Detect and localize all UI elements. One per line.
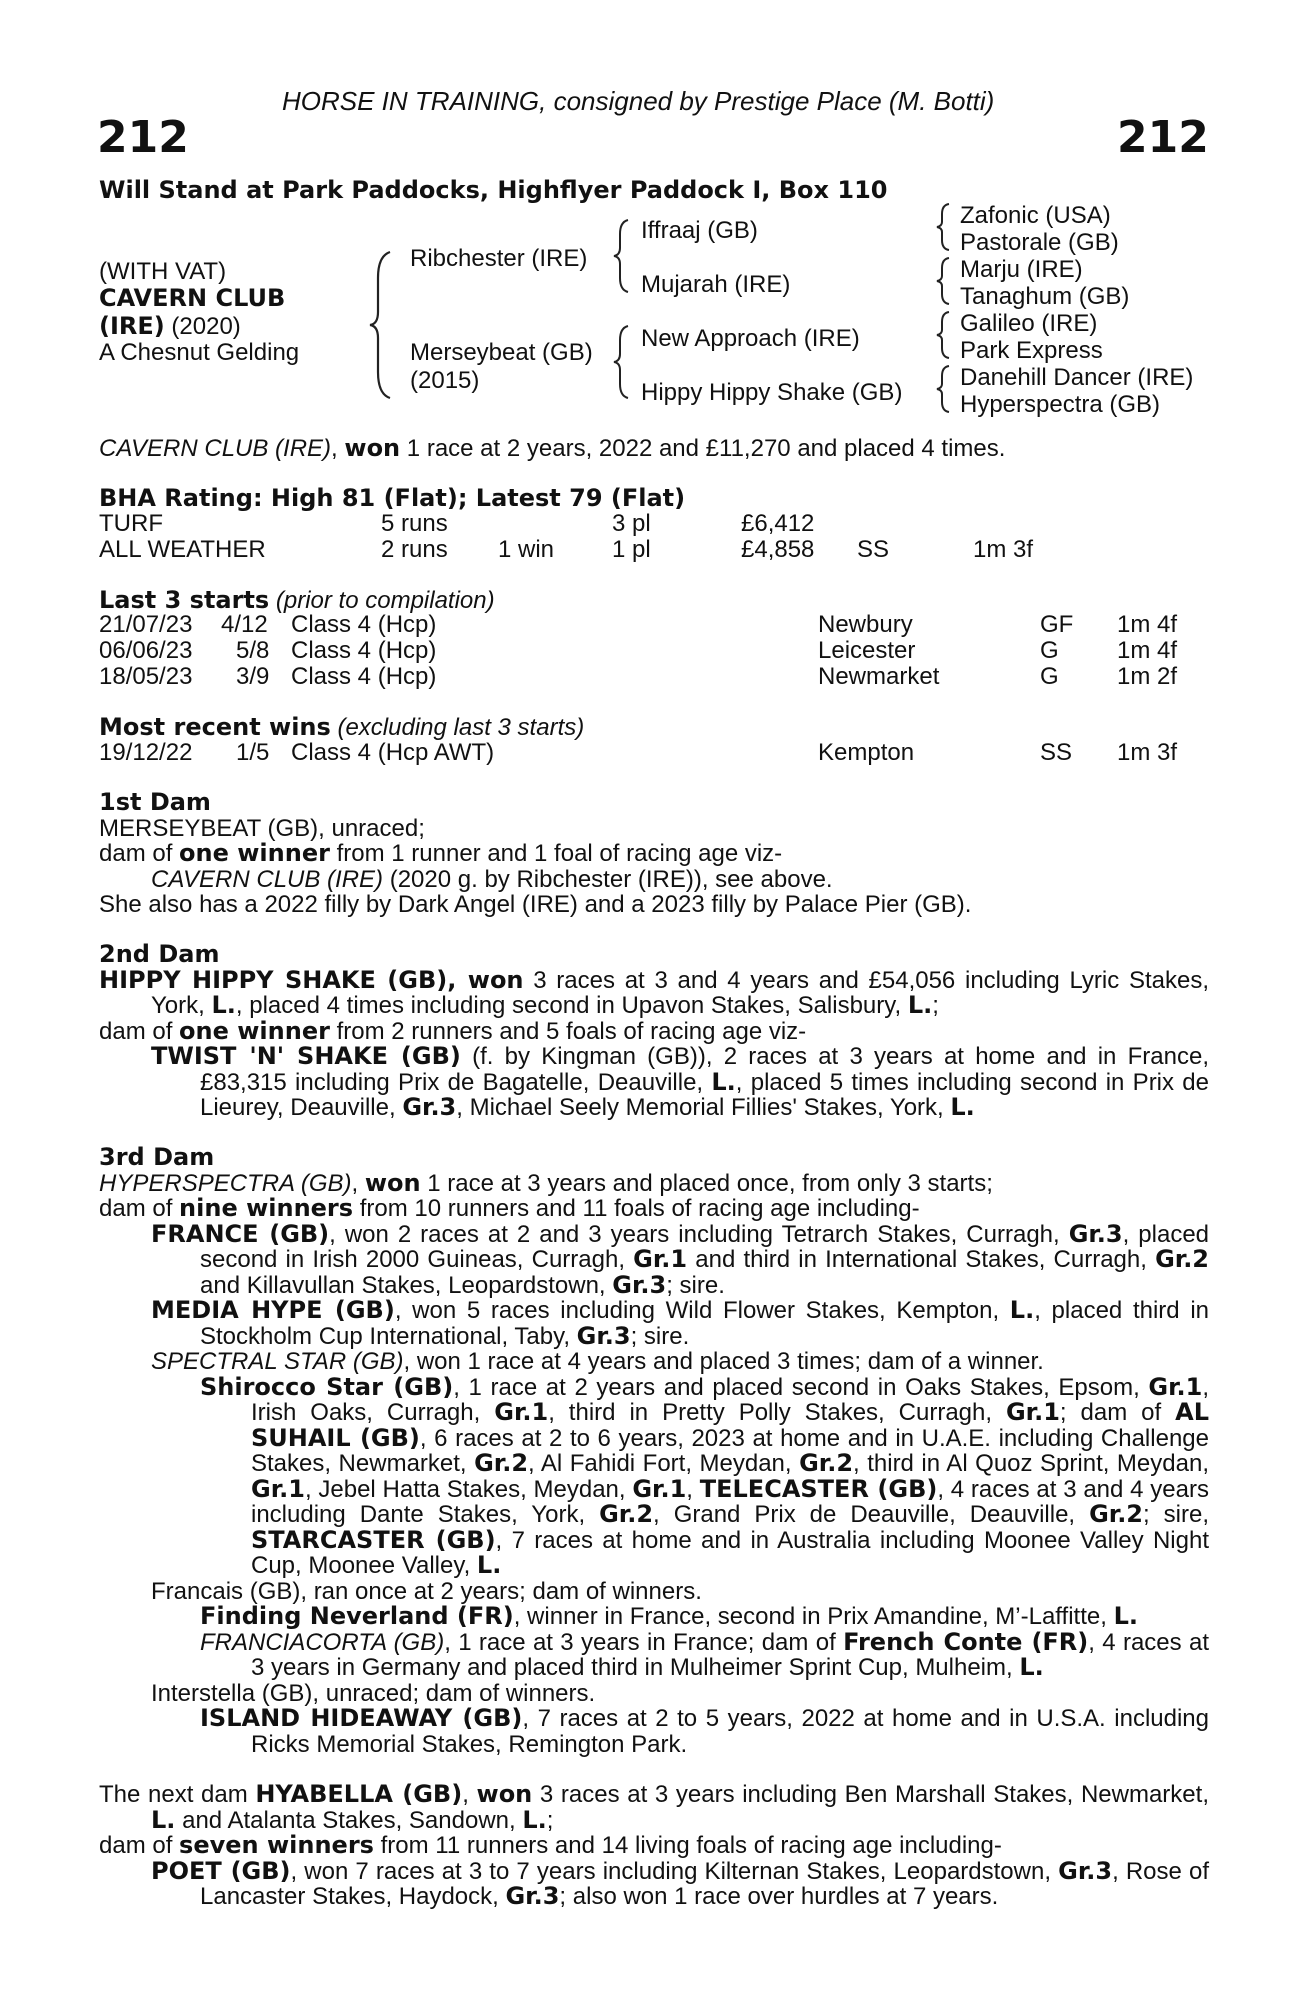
third-dam-title: 3rd Dam xyxy=(99,1143,215,1171)
next-dam-section xyxy=(99,1782,1209,1910)
second-dam-produce-line xyxy=(99,1016,1209,1045)
text: 3 races at 3 years including Ben Marshall Stakes, Newmarket, xyxy=(532,1781,1209,1808)
text: , Al Fahidi Fort, Meydan, xyxy=(528,1450,800,1477)
third-dam-produce-line xyxy=(99,1196,1209,1222)
third-dam-section xyxy=(99,1145,1209,1757)
start-going: G xyxy=(1040,663,1059,690)
start-pos: 5/8 xyxy=(236,637,270,664)
ped-ssd: Pastorale (GB) xyxy=(960,229,1119,256)
text: , third in Al Quoz Sprint, Meydan, xyxy=(853,1450,1209,1477)
text: ; xyxy=(932,992,939,1019)
start-course: Leicester xyxy=(818,637,916,664)
winner-count: one winner xyxy=(179,1016,330,1045)
won: won xyxy=(476,1780,533,1808)
sire-dam: Mujarah (IRE) xyxy=(641,271,791,298)
text: dam of xyxy=(99,1195,180,1222)
second-dam-title: 2nd Dam xyxy=(99,940,220,968)
ped-dds: Danehill Dancer (IRE) xyxy=(960,364,1194,391)
text: , xyxy=(686,1475,700,1503)
start-class: Class 4 (Hcp) xyxy=(291,611,437,638)
sire-sire: Iffraaj (GB) xyxy=(641,217,758,244)
produce-island-hideaway xyxy=(99,1706,1209,1757)
group: Gr.2 xyxy=(474,1449,529,1477)
text: , won 7 races at 3 to 7 years including Kilternan Stakes, Leopardstown, xyxy=(290,1857,1059,1885)
start-class: Class 4 (Hcp) xyxy=(291,663,437,690)
group: Gr.3 xyxy=(1058,1856,1113,1885)
text: , 7 races at 2 to 5 years, 2022 at home and in U.S.A. including Ricks Memorial Stakes, Remington Park. xyxy=(251,1705,1209,1758)
text: 1 race at 3 years and placed once, from only 3 starts; xyxy=(420,1169,993,1197)
first-dam-line4: She also has a 2022 filly by Dark Angel (IRE) and a 2023 filly by Palace Pier (GB). xyxy=(99,891,972,918)
group: Gr.1 xyxy=(1005,1398,1060,1426)
listed: L. xyxy=(711,1067,736,1096)
listed: L. xyxy=(522,1805,547,1834)
text: and Atalanta Stakes, Sandown, xyxy=(175,1806,523,1834)
ped-ddd: Hyperspectra (GB) xyxy=(960,391,1161,418)
text: , Irish Oaks, Curragh, xyxy=(251,1373,1209,1426)
text: (f. by Kingman (GB)), 2 races at 3 years at home and in France, £83,315 including Prix de Bagatelle, Deauville, xyxy=(200,1043,1209,1096)
text: and third in International Stakes, Curragh, xyxy=(687,1246,1156,1273)
last-starts-title: Last 3 starts xyxy=(99,586,270,614)
text: , won 2 races at 2 and 3 years including Tetrarch Stakes, Curragh, xyxy=(329,1220,1069,1248)
start-course: Newmarket xyxy=(818,663,940,690)
start-going: GF xyxy=(1040,611,1074,638)
third-dam-record: HYPERSPECTRA (GB), won 1 race at 3 years and placed once, from only 3 starts; xyxy=(99,1168,993,1197)
text: , placed 5 times including second in Prix de Lieurey, Deauville, xyxy=(200,1068,1209,1121)
listed: L. xyxy=(950,1093,975,1121)
start-class: Class 4 (Hcp) xyxy=(291,637,437,664)
text: ; sire, xyxy=(1143,1501,1209,1528)
first-dam-section xyxy=(99,790,1209,918)
start-pos: 4/12 xyxy=(221,611,268,638)
produce-shirocco-star xyxy=(99,1372,1210,1579)
produce-franciacorta xyxy=(99,1627,1209,1681)
text: dam of xyxy=(99,1832,180,1859)
first-dam-title: 1st Dam xyxy=(99,788,211,816)
dam-name: HYPERSPECTRA (GB) xyxy=(99,1169,352,1197)
rating-prize: £6,412 xyxy=(741,510,815,537)
produce-name: Shirocco Star (GB) xyxy=(200,1372,454,1401)
listed: L. xyxy=(1113,1602,1138,1630)
text: and Killavullan Stakes, Leopardstown, xyxy=(200,1271,613,1299)
text: from 2 runners and 5 foals of racing age viz- xyxy=(329,1017,807,1045)
group: Gr.1 xyxy=(251,1474,305,1503)
listed: L. xyxy=(1019,1653,1044,1681)
second-dam-section xyxy=(99,942,1209,1121)
text: ; sire. xyxy=(630,1322,690,1350)
produce-poet xyxy=(99,1856,1210,1910)
rating-prize: £4,858 xyxy=(741,536,815,563)
produce-name: AL SUHAIL (GB) xyxy=(251,1398,1210,1452)
text: , Michael Seely Memorial Fillies' Stakes, York, xyxy=(456,1094,951,1121)
listed: L. xyxy=(1009,1296,1035,1324)
text: (2020 g. by Ribchester (IRE)), see above. xyxy=(383,865,833,893)
horse-year: (2020) xyxy=(171,313,241,340)
lot-number-right: 212 xyxy=(1117,112,1209,163)
rating-runs: 2 runs xyxy=(381,536,448,563)
text: , 7 races at home and in Australia including Moonee Valley Night Cup, Moonee Valley, xyxy=(251,1526,1210,1579)
text: , placed third in Stockholm Cup International, Taby, xyxy=(200,1297,1210,1350)
text: ; sire. xyxy=(666,1271,725,1299)
rating-distance: 1m 3f xyxy=(973,536,1034,563)
lot-number-left: 212 xyxy=(97,112,189,163)
vat-note: (WITH VAT) xyxy=(99,258,227,285)
dam-year: (2015) xyxy=(410,367,480,394)
win-class: Class 4 (Hcp AWT) xyxy=(291,739,495,766)
recent-wins-note: (excluding last 3 starts) xyxy=(330,714,585,741)
win-distance: 1m 3f xyxy=(1117,739,1178,766)
produce-name: French Conte (FR) xyxy=(843,1627,1089,1656)
produce-name: Finding Neverland (FR) xyxy=(200,1602,514,1630)
start-pos: 3/9 xyxy=(236,663,270,690)
produce-name: FRANCIACORTA (GB) xyxy=(200,1628,445,1656)
summary-rest: 1 race at 2 years, 2022 and £11,270 and placed 4 times. xyxy=(400,435,1006,462)
listed: L. xyxy=(211,991,236,1019)
dam-name: HYABELLA (GB) xyxy=(255,1780,463,1808)
brace-3a xyxy=(935,202,953,252)
text: ; xyxy=(546,1806,554,1834)
horse-name: CAVERN CLUB xyxy=(99,284,286,312)
text: ; also won 1 race over hurdles at 7 years. xyxy=(559,1883,999,1910)
stand-location: Will Stand at Park Paddocks, Highflyer Paddock I, Box 110 xyxy=(99,176,888,204)
group: Gr.3 xyxy=(1068,1219,1123,1248)
group: Gr.3 xyxy=(576,1321,631,1350)
main-brace xyxy=(368,250,396,400)
produce-name: STARCASTER (GB) xyxy=(251,1525,496,1554)
summary-horse: CAVERN CLUB (IRE) xyxy=(99,435,332,462)
produce-name: POET (GB) xyxy=(151,1856,291,1885)
first-dam-line2 xyxy=(99,841,1209,867)
text: ; dam of xyxy=(1059,1399,1176,1426)
text: from 1 runner and 1 foal of racing age viz- xyxy=(329,840,783,867)
text: , winner in France, second in Prix Amandine, M’-Laffitte, xyxy=(513,1603,1114,1630)
dam-name: HIPPY HIPPY SHAKE (GB), won xyxy=(99,965,524,994)
rating-placed: 3 pl xyxy=(612,510,651,537)
produce-name: MEDIA HYPE (GB) xyxy=(151,1296,395,1324)
produce-media-hype xyxy=(99,1298,1209,1349)
last-starts-heading xyxy=(99,587,495,614)
rating-surface: TURF xyxy=(99,510,163,537)
ped-sds: Marju (IRE) xyxy=(960,256,1083,283)
ped-dss: Galileo (IRE) xyxy=(960,310,1098,337)
next-dam-record: The next dam HYABELLA (GB), won 3 races at 3 years including Ben Marshall Stakes, Newmarket, L. and Atalanta Stakes, Sandown, L.; xyxy=(99,1780,1209,1834)
rating-going: SS xyxy=(857,536,890,563)
ped-sss: Zafonic (USA) xyxy=(960,202,1111,229)
start-distance: 1m 2f xyxy=(1117,663,1178,690)
win-date: 19/12/22 xyxy=(99,739,193,766)
recent-wins-heading xyxy=(99,714,584,741)
text: , 4 races at 3 and 4 years including Dante Stakes, York, xyxy=(251,1475,1209,1528)
start-distance: 1m 4f xyxy=(1117,637,1178,664)
start-date: 06/06/23 xyxy=(99,637,193,664)
sire: Ribchester (IRE) xyxy=(410,245,588,272)
brace-3d xyxy=(935,364,953,414)
brace-3b xyxy=(935,256,953,306)
horse-origin-year xyxy=(99,313,241,340)
win-course: Kempton xyxy=(818,739,915,766)
text: dam of xyxy=(99,840,180,867)
text: , 6 races at 2 to 6 years, 2023 at home and in U.A.E. including Challenge Stakes, Newmarket, xyxy=(251,1424,1209,1477)
summary-won: won xyxy=(344,434,401,462)
horse-description: A Chesnut Gelding xyxy=(99,339,300,366)
listed: L. xyxy=(907,991,933,1019)
winner-count: one winner xyxy=(179,839,330,867)
group: Gr.3 xyxy=(505,1882,560,1910)
produce-name: TELECASTER (GB) xyxy=(699,1474,938,1503)
won: won xyxy=(364,1168,421,1197)
text: , placed second in Irish 2000 Guineas, Curragh, xyxy=(200,1220,1210,1273)
text: 3 races at 3 and 4 years and £54,056 including Lyric Stakes, York, xyxy=(151,966,1209,1019)
rating-surface: ALL WEATHER xyxy=(99,536,266,563)
text: , third in Pretty Polly Stakes, Curragh, xyxy=(548,1399,1006,1426)
horse-origin: (IRE) xyxy=(99,312,165,340)
text: The next dam xyxy=(99,1781,256,1808)
text: , won 5 races including Wild Flower Stakes, Kempton, xyxy=(394,1297,1010,1324)
win-pos: 1/5 xyxy=(236,739,270,766)
group: Gr.2 xyxy=(799,1449,854,1477)
produce-finding-neverland xyxy=(99,1604,1209,1630)
winner-count: nine winners xyxy=(179,1194,354,1222)
dam-sire: New Approach (IRE) xyxy=(641,325,860,352)
group: Gr.1 xyxy=(633,1245,688,1273)
group: Gr.3 xyxy=(402,1093,457,1121)
winner-count: seven winners xyxy=(179,1831,374,1859)
produce-spectral-star xyxy=(99,1349,1209,1375)
group: Gr.1 xyxy=(1148,1372,1203,1401)
produce-francais: Francais (GB), ran once at 2 years; dam of winners. xyxy=(151,1577,702,1605)
rating-title: BHA Rating: High 81 (Flat); Latest 79 (Flat) xyxy=(99,484,686,512)
group: Gr.2 xyxy=(599,1500,654,1528)
text: , 1 race at 3 years in France; dam of xyxy=(444,1628,844,1656)
text: , placed 4 times including second in Upavon Stakes, Salisbury, xyxy=(235,992,908,1019)
consignment-line: HORSE IN TRAINING, consigned by Prestige Place (M. Botti) xyxy=(282,86,995,116)
listed: L. xyxy=(476,1551,502,1579)
start-date: 21/07/23 xyxy=(99,611,193,638)
text: , Grand Prix de Deauville, Deauville, xyxy=(653,1501,1090,1528)
first-dam-produce xyxy=(99,867,1209,893)
produce-interstella: Interstella (GB), unraced; dam of winners. xyxy=(151,1679,596,1707)
last-starts-note: (prior to compilation) xyxy=(269,587,495,614)
produce-name: CAVERN CLUB (IRE) xyxy=(151,865,384,893)
summary-line: CAVERN CLUB (IRE), won 1 race at 2 years, 2022 and £11,270 and placed 4 times. xyxy=(99,434,1006,462)
start-date: 18/05/23 xyxy=(99,663,193,690)
win-going: SS xyxy=(1040,739,1073,766)
text: dam of xyxy=(99,1017,180,1045)
group: Gr.2 xyxy=(1089,1500,1144,1528)
next-dam-produce-line xyxy=(99,1833,1209,1859)
ped-sdd: Tanaghum (GB) xyxy=(960,283,1130,310)
second-dam-produce xyxy=(99,1044,1209,1121)
group: Gr.1 xyxy=(632,1474,687,1503)
dam-brace xyxy=(612,324,632,400)
start-going: G xyxy=(1040,637,1059,664)
produce-name: ISLAND HIDEAWAY (GB) xyxy=(200,1704,523,1732)
start-course: Newbury xyxy=(818,611,913,638)
group: Gr.3 xyxy=(612,1270,667,1299)
rating-placed: 1 pl xyxy=(612,536,651,563)
rating-runs: 5 runs xyxy=(381,510,448,537)
dam-dam: Hippy Hippy Shake (GB) xyxy=(641,379,903,406)
produce-france xyxy=(99,1219,1210,1299)
group: Gr.2 xyxy=(1155,1245,1210,1273)
text: , 4 races at 3 years in Germany and placed third in Mulheimer Sprint Cup, Mulheim, xyxy=(251,1628,1209,1681)
produce-name: TWIST 'N' SHAKE (GB) xyxy=(151,1042,461,1070)
sire-brace xyxy=(612,218,632,294)
text: from 11 runners and 14 living foals of racing age including- xyxy=(373,1832,1002,1859)
listed: L. xyxy=(151,1805,176,1834)
group: Gr.1 xyxy=(494,1398,549,1426)
second-dam-record xyxy=(99,965,1209,1019)
rating-wins: 1 win xyxy=(498,536,555,563)
text: , 1 race at 2 years and placed second in Oaks Stakes, Epsom, xyxy=(453,1373,1149,1401)
dam: Merseybeat (GB) xyxy=(410,339,593,366)
text: , Rose of Lancaster Stakes, Haydock, xyxy=(200,1857,1210,1910)
ped-dsd: Park Express xyxy=(960,337,1103,364)
recent-wins-title: Most recent wins xyxy=(99,713,331,741)
text: , Jebel Hatta Stakes, Meydan, xyxy=(304,1475,633,1503)
produce-name: FRANCE (GB) xyxy=(151,1219,330,1248)
start-distance: 1m 4f xyxy=(1117,611,1178,638)
first-dam-line1: MERSEYBEAT (GB), unraced; xyxy=(99,814,425,842)
brace-3c xyxy=(935,310,953,360)
text: , won 1 race at 4 years and placed 3 times; dam of a winner. xyxy=(403,1348,1044,1375)
text: from 10 runners and 11 foals of racing age including- xyxy=(353,1195,920,1222)
produce-name: SPECTRAL STAR (GB) xyxy=(151,1348,404,1375)
